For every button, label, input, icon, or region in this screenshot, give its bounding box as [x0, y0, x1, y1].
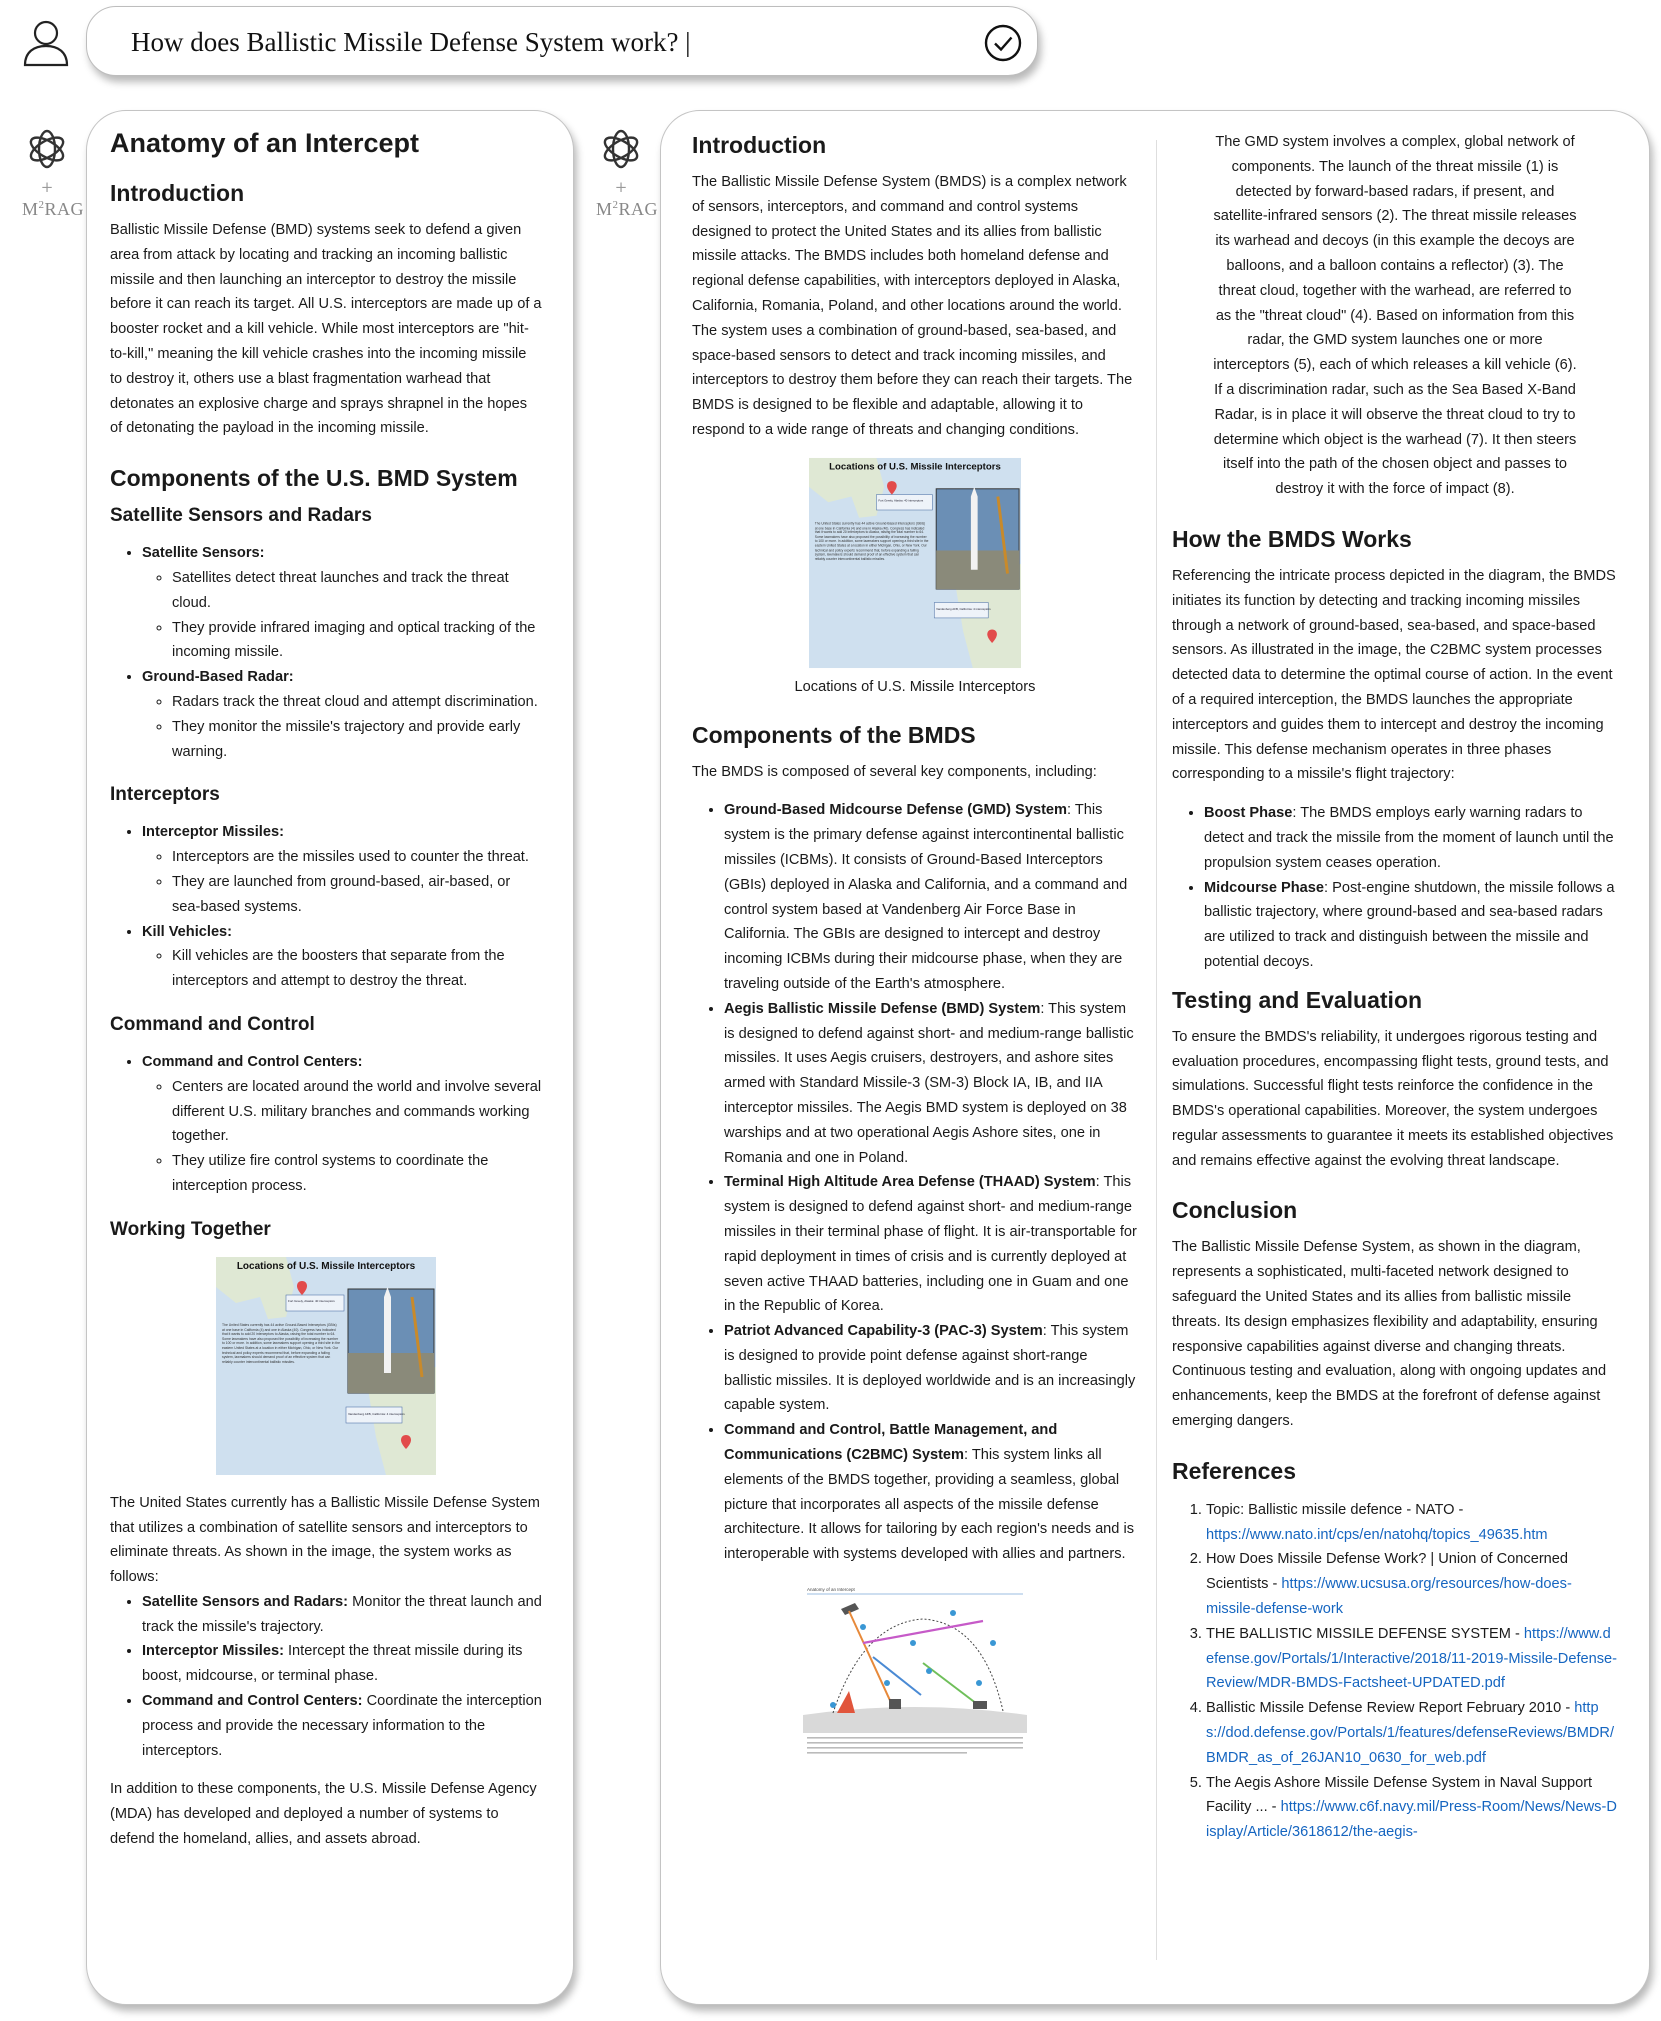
- references-heading: References: [1172, 1457, 1297, 1484]
- conclusion-heading: Conclusion: [1172, 1197, 1298, 1224]
- map-title: Locations of U.S. Missile Interceptors: [829, 461, 1001, 473]
- list-item: ◦ Satellites detect threat launches and track the threat cloud.: [172, 566, 542, 616]
- m2rag-logo-text: $M^2RAG$: [596, 199, 659, 219]
- list-item: • Command and Control Centers: ◦ Centers are located around the world and involve several different U.S. military branches and commands working together. ◦ They utilize fire control systems to coordinate the interception process.: [142, 1050, 542, 1199]
- satellite-list: [110, 541, 542, 764]
- reference-item: 3. THE BALLISTIC MISSILE DEFENSE SYSTEM - https://www.defense.gov/Portals/1/Interactive/2018/11-2019-Missile-Defense-Review/MDR-BMDS-Factsheet-UPDATED.pdf: [1206, 1622, 1618, 1696]
- assistant-logo-left: [22, 126, 85, 219]
- list-item: ◦ Interceptors are the missiles used to counter the threat.: [172, 845, 542, 870]
- right-intro-heading: Introduction: [692, 132, 827, 158]
- left-answer-content: [110, 126, 542, 1852]
- right-components-heading: Components of the BMDS: [692, 721, 976, 748]
- plus-sign: +: [40, 178, 54, 196]
- right-column-2: [1172, 130, 1618, 1845]
- interceptors-list: [110, 820, 542, 994]
- list-item: ◦ They monitor the missile's trajectory and provide early warning.: [172, 715, 542, 765]
- list-item: ◦ Centers are located around the world and involve several different U.S. military branches and commands working together.: [172, 1075, 542, 1149]
- list-item: • Ground-Based Midcourse Defense (GMD) System: This system is the primary defense against intercontinental ballistic missiles (ICBMs). It consists of Ground-Based Interceptors (GBIs) deployed in Alaska and California, and a command and control system based at Vandenberg Air Force Base in California. The GBIs are designed to intercept and destroy incoming ICBMs during their midcourse phase, when they are traveling outside of the Earth's atmosphere.: [724, 798, 1138, 996]
- intro-heading: Introduction: [110, 180, 245, 206]
- reference-link[interactable]: https://www.nato.int/cps/en/natohq/topics_49635.htm: [1206, 1526, 1548, 1543]
- list-item: ◦ They provide infrared imaging and optical tracking of the incoming missile.: [172, 616, 542, 666]
- map-callout-top: Fort Greely, Alaska: 40 interceptors: [878, 498, 924, 503]
- check-circle-icon[interactable]: [983, 23, 1023, 63]
- reference-item: 4. Ballistic Missile Defense Review Report February 2010 - https://dod.defense.gov/Portals/1/features/defenseReviews/BMDR/BMDR_as_of_26JAN10_0630_for_web.pdf: [1206, 1696, 1618, 1770]
- interceptor-map-image: [216, 1257, 436, 1475]
- reference-item: 5. The Aegis Ashore Missile Defense System in Naval Support Facility ... - https://www.c6f.navy.mil/Press-Room/News/News-Display/Article/3618612/the-aegis-: [1206, 1771, 1618, 1845]
- openai-logo-icon: [598, 126, 644, 172]
- list-item: • Aegis Ballistic Missile Defense (BMD) System: This system is designed to defend against short- and medium-range ballistic missiles. It uses Aegis cruisers, destroyers, and ashore sites armed with Standard Missile-3 (SM-3) Block IA, IB, and IIA interceptor missiles. The Aegis BMD system is deployed on 38 warships and at two operational Aegis Ashore sites, one in Romania and one in Poland.: [724, 997, 1138, 1171]
- reference-link[interactable]: https://www.defense.gov/Portals/1/Interactive/2018/11-2019-Missile-Defense-Review/MDR-BMDS-Factsheet-UPDATED.pdf: [1206, 1625, 1618, 1692]
- map-body-text: The United States currently has 44 active Ground-Based Interceptors (GBIs) at one base in California (4) and one in Alaska (40). Congress has indicated that it wants to add 20 interceptors to Alaska, raising the total number to 64. Some lawmakers have also proposed the possibility of increasing the number to 100 or more. In addition, some lawmakers support opening a third site in the eastern United States at a location in either Michigan, Ohio, or New York. Our technical and policy experts recommend that, before expanding a failing system, lawmakers should demand proof of an effective system that can reliably counter intercontinental ballistic missiles.: [814, 521, 929, 561]
- reference-link[interactable]: https://www.c6f.navy.mil/Press-Room/News/News-Display/Article/3618612/the-aegis-: [1206, 1799, 1617, 1841]
- map-caption: Locations of U.S. Missile Interceptors: [794, 678, 1036, 695]
- plus-sign: +: [614, 178, 628, 196]
- user-avatar-icon: [22, 18, 70, 68]
- list-item: • Interceptor Missiles: ◦ Interceptors are the missiles used to counter the threat. ◦ They are launched from ground-based, air-based, or sea-based systems.: [142, 820, 542, 919]
- reference-item: 2. How Does Missile Defense Work? | Union of Concerned Scientists - https://www.ucsusa.org/resources/how-does-missile-defense-work: [1206, 1547, 1618, 1621]
- list-item: ◦ They utilize fire control systems to coordinate the interception process.: [172, 1149, 542, 1199]
- phases-list: [1172, 801, 1618, 975]
- list-item: • Midcourse Phase: Post-engine shutdown, the missile follows a ballistic trajectory, where ground-based and sea-based radars are utilized to track and distinguish between the missile and potential decoys.: [1204, 876, 1618, 975]
- command-control-list: [110, 1050, 542, 1199]
- reference-item: 1. Topic: Ballistic missile defence - NATO - https://www.nato.int/cps/en/natohq/topics_49635.htm: [1206, 1498, 1618, 1548]
- bmds-components-list: [692, 798, 1138, 1567]
- working-together-heading: Working Together: [110, 1218, 271, 1240]
- map-title: Locations of U.S. Missile Interceptors: [236, 1260, 416, 1272]
- how-bmds-works-heading: How the BMDS Works: [1172, 525, 1412, 552]
- list-item: • Satellite Sensors and Radars: Monitor the threat launch and track the missile's trajectory.: [142, 1590, 542, 1640]
- column-divider: [1156, 140, 1157, 1960]
- list-item: • Boost Phase: The BMDS employs early warning radars to detect and track the missile from the moment of launch until the propulsion system ceases operation.: [1204, 801, 1618, 875]
- conclusion-paragraph: The Ballistic Missile Defense System, as shown in the diagram, represents a sophisticated, multi-faceted network designed to safeguard the United States and its allies from ballistic missile threats. Its design emphasizes flexibility and adaptability, ensuring responsive capabilities against diverse and changing threats. Continuous testing and evaluation, along with ongoing updates and enhancements, keep the BMDS at the forefront of defense against emerging dangers.: [1172, 1239, 1607, 1430]
- closing-paragraph: In addition to these components, the U.S. Missile Defense Agency (MDA) has developed and deployed a number of systems to defend the homeland, allies, and assets abroad.: [110, 1781, 537, 1848]
- map-callout-top: Fort Greely, Alaska: 40 interceptors: [288, 1298, 335, 1303]
- command-control-heading: Command and Control: [110, 1013, 315, 1035]
- answer-title: Anatomy of an Intercept: [110, 128, 420, 158]
- intro-paragraph: Ballistic Missile Defense (BMD) systems seek to defend a given area from attack by locating and tracking an incoming ballistic missile and then launching an interceptor to destroy the missile before it can reach its target. All U.S. interceptors are made up of a booster rocket and a kill vehicle. While most interceptors are "hit-to-kill," meaning the kill vehicle crashes into the incoming missile to destroy it, others use a blast fragmentation warhead that detonates an explosive charge and sprays shrapnel in the hopes of detonating the payload in the incoming missile.: [110, 222, 542, 437]
- testing-paragraph: To ensure the BMDS's reliability, it undergoes rigorous testing and evaluation procedures, encompassing flight tests, ground tests, and simulations. Successful flight tests reinforce the confidence in the BMDS's operational capabilities. Moreover, the system undergoes regular assessments to guarantee it meets its established objectives and remains effective against the evolving threat landscape.: [1172, 1028, 1614, 1169]
- diagram-title: Anatomy of an Intercept: [807, 1587, 855, 1593]
- reference-link[interactable]: https://www.ucsusa.org/resources/how-does-missile-defense-work: [1206, 1576, 1572, 1618]
- right-column-1: [692, 130, 1138, 1759]
- interceptors-heading: Interceptors: [110, 784, 220, 806]
- gmd-diagram-description: The GMD system involves a complex, global network of components. The launch of the threat missile (1) is detected by forward-based radars, if present, and satellite-infrared sensors (2). The threat missile releases its warhead and decoys (in this example the decoys are balloons, and a balloon contains a reflector) (3). The threat cloud, together with the warhead, are referred to as the "threat cloud" (4). Based on information from this radar, the GMD system launches one or more interceptors (5), each of which releases a kill vehicle (6). If a discrimination radar, such as the Sea Based X-Band Radar, is in place it will observe the threat cloud to try to determine which object is the warhead (7). It then steers itself into the path of the chosen object and passes to destroy it with the force of impact (8).: [1213, 134, 1577, 498]
- interceptor-map-image: [809, 457, 1021, 669]
- working-together-list: [110, 1590, 542, 1764]
- map-callout-bottom: Vandenberg AFB, California: 4 interceptors: [936, 606, 991, 611]
- satellite-heading: Satellite Sensors and Radars: [110, 505, 372, 527]
- map-callout-bottom: Vandenberg AFB, California: 4 interceptors: [348, 1411, 405, 1416]
- list-item: • Satellite Sensors: ◦ Satellites detect threat launches and track the threat cloud. ◦ They provide infrared imaging and optical tracking of the incoming missile.: [142, 541, 542, 665]
- working-together-paragraph: The United States currently has a Ballistic Missile Defense System that utilizes a combination of satellite sensors and interceptors to eliminate threats. As shown in the image, the system works as follows:: [110, 1494, 540, 1586]
- testing-heading: Testing and Evaluation: [1172, 986, 1423, 1013]
- list-item: ◦ Kill vehicles are the boosters that separate from the interceptors and attempt to destroy the threat.: [172, 944, 542, 994]
- list-item: • Ground-Based Radar: ◦ Radars track the threat cloud and attempt discrimination. ◦ They monitor the missile's trajectory and provide early warning.: [142, 665, 542, 764]
- how-bmds-works-paragraph: Referencing the intricate process depicted in the diagram, the BMDS initiates its function by detecting and tracking incoming missiles through a network of ground-based, sea-based, and space-based sensors. As illustrated in the image, the C2BMC system processes detected data to determine the optimal course of action. In the event of a required interception, the BMDS launches the appropriate interceptors and guides them to intercept and destroy the incoming missile. This defense mechanism operates in three phases corresponding to a missile's flight trajectory:: [1172, 567, 1616, 783]
- intercept-diagram-image: [803, 1583, 1027, 1759]
- components-heading: Components of the U.S. BMD System: [110, 465, 518, 492]
- list-item: • Interceptor Missiles: Intercept the threat missile during its boost, midcourse, or terminal phase.: [142, 1639, 542, 1689]
- right-intro-paragraph: The Ballistic Missile Defense System (BMDS) is a complex network of sensors, interceptors, and command and control systems designed to protect the United States and its allies from ballistic missile attacks. The BMDS includes both homeland defense and regional defense capabilities, with interceptors deployed in Alaska, California, Romania, Poland, and other locations around the world. The system uses a combination of ground-based, sea-based, and space-based sensors to detect and track incoming missiles, and interceptors to destroy them before they can reach their targets. The BMDS is designed to be flexible and adaptable, allowing it to respond to a wide range of threats and changing conditions.: [692, 174, 1133, 438]
- list-item: ◦ Radars track the threat cloud and attempt discrimination.: [172, 690, 542, 715]
- assistant-logo-right: [596, 126, 659, 219]
- list-item: • Command and Control Centers: Coordinate the interception process and provide the necessary information to the interceptors.: [142, 1689, 542, 1763]
- references-list: [1172, 1498, 1618, 1845]
- list-item: ◦ They are launched from ground-based, air-based, or sea-based systems.: [172, 870, 542, 920]
- m2rag-logo-text: $M^2RAG$: [22, 199, 85, 219]
- list-item: • Patriot Advanced Capability-3 (PAC-3) System: This system is designed to provide point defense against short-range ballistic missiles. It is deployed worldwide and is an increasingly capable system.: [724, 1319, 1138, 1418]
- list-item: • Terminal High Altitude Area Defense (THAAD) System: This system is designed to defend against short- and medium-range missiles in their terminal phase of flight. It is air-transportable for rapid deployment in times of crisis and is currently deployed at seven active THAAD batteries, including one in Guam and one in the Republic of Korea.: [724, 1170, 1138, 1319]
- list-item: • Kill Vehicles: ◦ Kill vehicles are the boosters that separate from the interceptors and attempt to destroy the threat.: [142, 920, 542, 994]
- openai-logo-icon: [24, 126, 70, 172]
- list-item: • Command and Control, Battle Management, and Communications (C2BMC) System: This system links all elements of the BMDS together, providing a seamless, global picture that incorporates all aspects of the missile defense architecture. It allows for tailoring by each region's needs and is interoperable with systems developed with allies and partners.: [724, 1418, 1138, 1567]
- query-text[interactable]: How does Ballistic Missile Defense System work? |: [131, 27, 691, 57]
- query-input-bar[interactable]: [86, 6, 1038, 76]
- map-body-text: The United States currently has 44 active Ground-Based Interceptors (GBIs) at one base in California (4) and one in Alaska (40). Congress has indicated that it wants to add 20 interceptors to Alaska, raising the total number to 64. Some lawmakers have also proposed the possibility of increasing the number to 100 or more. In addition, some lawmakers support opening a third site in the eastern United States at a location in either Michigan, Ohio, or New York. Our technical and policy experts recommend that, before expanding a failing system, lawmakers should demand proof of an effective system that can reliably counter intercontinental ballistic missiles.: [222, 1322, 340, 1364]
- components-intro: The BMDS is composed of several key components, including:: [692, 763, 1097, 780]
- reference-link[interactable]: https://dod.defense.gov/Portals/1/features/defenseReviews/BMDR/BMDR_as_of_26JAN10_0630_for_web.pdf: [1206, 1700, 1615, 1766]
